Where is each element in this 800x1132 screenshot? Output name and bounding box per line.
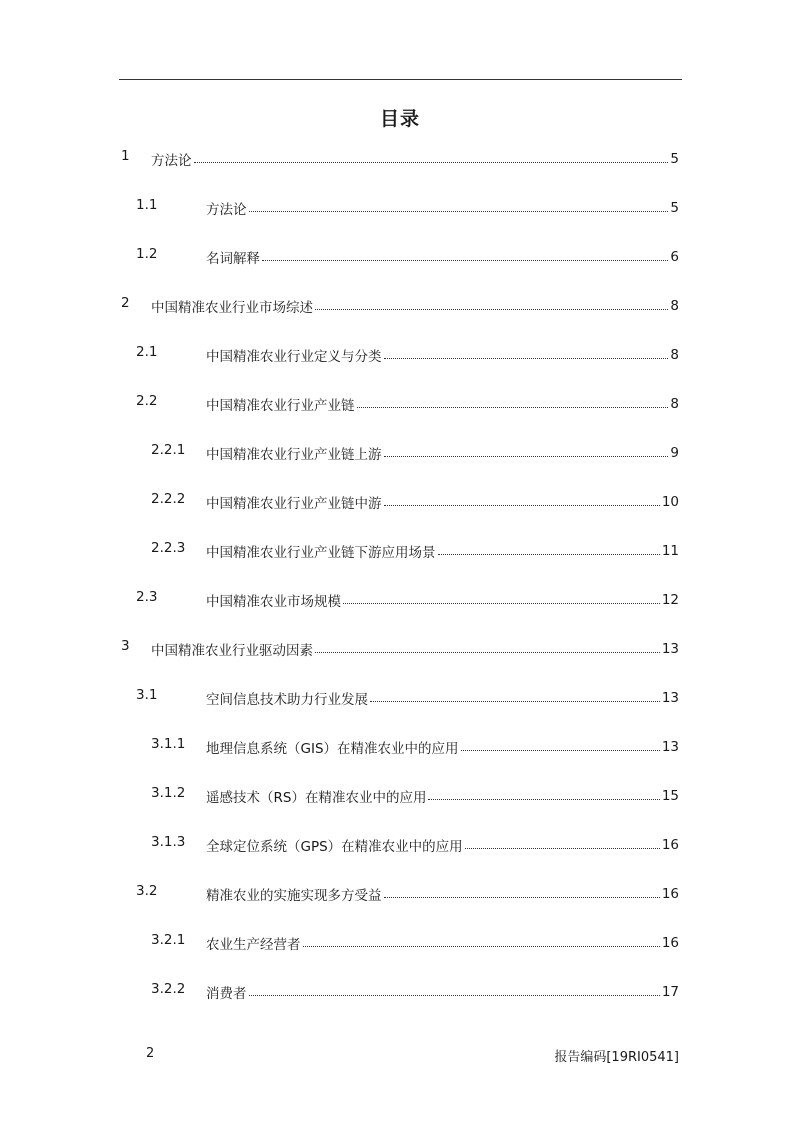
toc-entry-number: 3.1 [136,687,158,703]
toc-entry[interactable] [0,391,800,417]
toc-entry-page: 5 [670,200,679,216]
toc-leader-dots [384,456,669,457]
toc-entry-page: 15 [661,788,679,804]
toc-entry[interactable] [0,979,800,1005]
toc-entry-title: 中国精准农业行业产业链中游 [206,496,382,512]
toc-entry[interactable] [0,538,800,564]
toc-entry-title: 方法论 [151,153,192,169]
toc-entry-number: 1 [121,148,130,164]
toc-entry-title: 方法论 [206,202,247,218]
toc-leader-dots [384,897,660,898]
toc-entry-number: 1.1 [136,197,158,213]
toc-leader-dots [194,162,669,163]
toc-title: 目录 [379,108,420,130]
toc-entry-number: 2.2.1 [151,442,186,458]
toc-entry-title: 中国精准农业行业定义与分类 [206,349,382,365]
toc-entry-page: 8 [670,347,679,363]
toc-entry-page: 17 [661,984,679,1000]
toc-entry-number: 1.2 [136,246,158,262]
toc-leader-dots [249,211,669,212]
toc-entry-page: 16 [661,886,679,902]
toc-entry-title: 中国精准农业行业产业链 [206,398,355,414]
toc-entry[interactable] [0,244,800,270]
toc-entry[interactable] [0,734,800,760]
toc-entry-number: 2.1 [136,344,158,360]
toc-leader-dots [315,309,668,310]
toc-entry-number: 3.2 [136,883,158,899]
toc-entry[interactable] [0,342,800,368]
toc-entry-page: 10 [661,494,679,510]
toc-leader-dots [249,995,660,996]
toc-entry[interactable] [0,832,800,858]
toc-entry-page: 8 [670,396,679,412]
toc-entry-page: 16 [661,837,679,853]
toc-entry-number: 3.2.1 [151,932,186,948]
toc-leader-dots [262,260,668,261]
toc-entry-number: 2.2.3 [151,540,186,556]
toc-entry-page: 5 [670,151,679,167]
toc-entry[interactable] [0,881,800,907]
toc-leader-dots [428,799,659,800]
toc-entry-number: 3.2.2 [151,981,186,997]
toc-entry-number: 2.2 [136,393,158,409]
toc-entry-title: 精准农业的实施实现多方受益 [206,888,382,904]
toc-entry[interactable] [0,489,800,515]
toc-entry[interactable] [0,293,800,319]
toc-entry-title: 空间信息技术助力行业发展 [206,692,368,708]
toc-entry-page: 13 [661,690,679,706]
toc-entry-title: 名词解释 [206,251,260,267]
toc-leader-dots [357,407,669,408]
toc-leader-dots [461,750,660,751]
footer-page-number: 2 [146,1046,155,1061]
toc-leader-dots [370,701,660,702]
toc-leader-dots [303,946,660,947]
toc-entry[interactable] [0,146,800,172]
toc-entry-number: 2.2.2 [151,491,186,507]
toc-leader-dots [315,652,660,653]
toc-entry-number: 2 [121,295,130,311]
toc-leader-dots [384,358,669,359]
toc-entry-title: 农业生产经营者 [206,937,301,953]
header-rule [119,79,682,80]
toc-entry-page: 13 [661,739,679,755]
toc-entry-number: 2.3 [136,589,158,605]
toc-entry-number: 3.1.3 [151,834,186,850]
toc-entry[interactable] [0,930,800,956]
toc-entry[interactable] [0,195,800,221]
toc-entry-title: 全球定位系统（GPS）在精准农业中的应用 [206,839,463,855]
toc-entry[interactable] [0,636,800,662]
toc-entry-title: 地理信息系统（GIS）在精准农业中的应用 [206,741,459,757]
toc-entry-number: 3.1.1 [151,736,186,752]
toc-entry-number: 3 [121,638,130,654]
toc-entry[interactable] [0,685,800,711]
toc-leader-dots [465,848,660,849]
toc-entry-title: 中国精准农业行业市场综述 [151,300,313,316]
toc-entry-page: 6 [670,249,679,265]
toc-entry-page: 9 [670,445,679,461]
toc-entry-page: 12 [661,592,679,608]
toc-leader-dots [384,505,660,506]
toc-entry[interactable] [0,783,800,809]
toc-entry-title: 中国精准农业行业产业链上游 [206,447,382,463]
toc-entry-title: 遥感技术（RS）在精准农业中的应用 [206,790,427,806]
toc-entry-title: 中国精准农业市场规模 [206,594,341,610]
toc-entry-number: 3.1.2 [151,785,186,801]
footer-report-code: 报告编码[19RI0541] [554,1050,679,1065]
toc-entry-page: 8 [670,298,679,314]
toc-entry[interactable] [0,587,800,613]
toc-leader-dots [438,554,660,555]
toc-entry-page: 16 [661,935,679,951]
toc-entry[interactable] [0,440,800,466]
toc-entry-title: 消费者 [206,986,247,1002]
toc-entry-title: 中国精准农业行业驱动因素 [151,643,313,659]
toc-entry-title: 中国精准农业行业产业链下游应用场景 [206,545,436,561]
toc-entry-page: 13 [661,641,679,657]
toc-leader-dots [343,603,660,604]
toc-entry-page: 11 [661,543,679,559]
